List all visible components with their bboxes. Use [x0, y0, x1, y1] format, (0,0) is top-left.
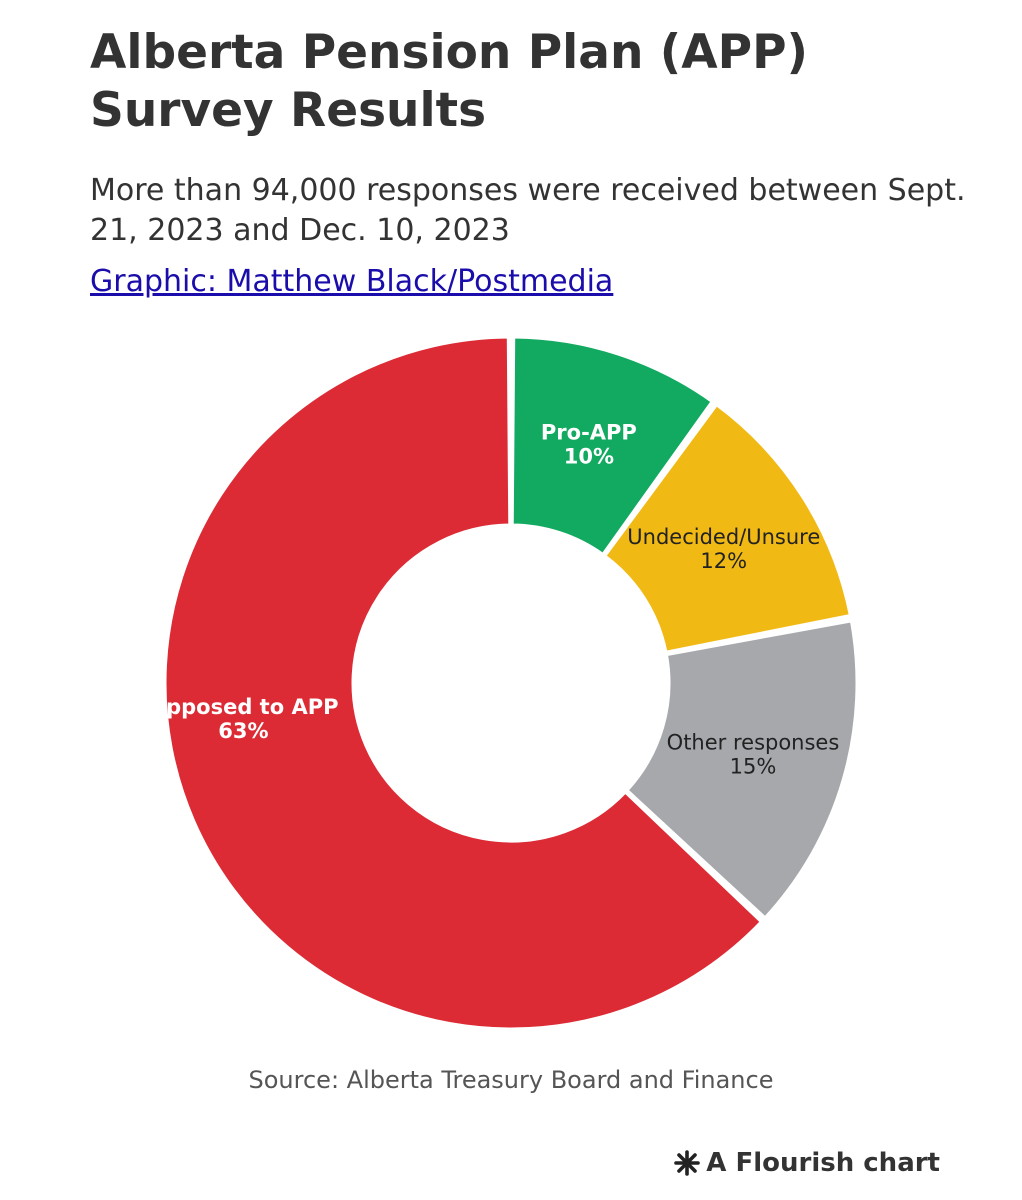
chart-title: Alberta Pension Plan (APP) Survey Results	[90, 25, 809, 138]
donut-slices	[165, 337, 857, 1029]
slice-value-label: 15%	[729, 754, 777, 779]
flourish-branding[interactable]	[674, 1148, 940, 1178]
chart-subtitle: More than 94,000 responses were received between Sept. 21, 2023 and Dec. 10, 2023	[90, 173, 966, 248]
source-note: Source: Alberta Treasury Board and Finance	[248, 1066, 774, 1094]
donut-chart	[0, 320, 1022, 1060]
flourish-label: A Flourish chart	[706, 1148, 940, 1178]
slice-value-label: 12%	[700, 548, 748, 573]
slice-value-label: 63%	[218, 718, 269, 743]
slice-category-label: Pro-APP	[540, 420, 637, 445]
graphic-credit-link[interactable]: Graphic: Matthew Black/Postmedia	[90, 264, 614, 299]
slice-category-label: Other responses	[666, 730, 840, 755]
slice-category-label: Opposed to APP	[148, 694, 339, 719]
flourish-asterisk-icon	[674, 1150, 700, 1176]
slice-value-label: 10%	[563, 444, 615, 469]
slice-category-label: Undecided/Unsure	[627, 524, 821, 549]
